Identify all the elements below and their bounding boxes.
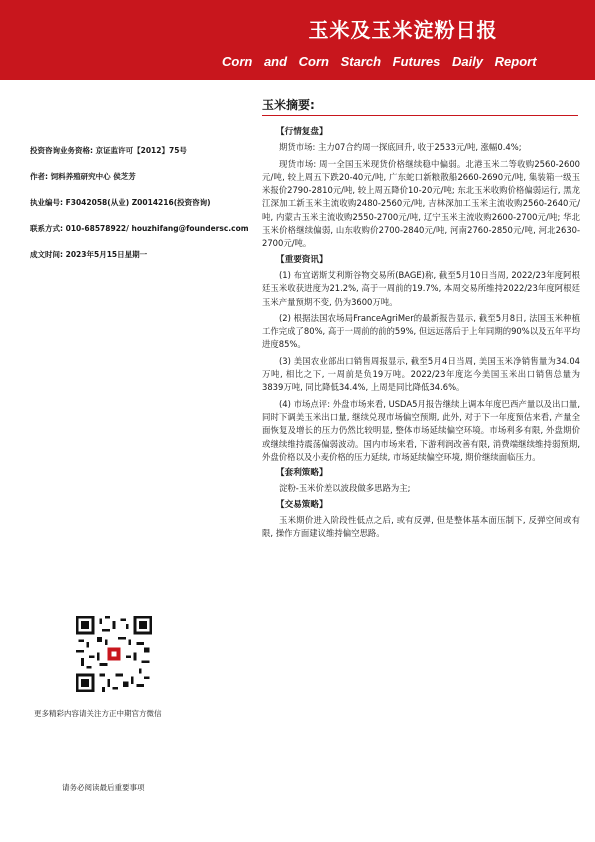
date-line: 成文时间: 2023年5月15日星期一 <box>30 250 148 259</box>
paragraph-news-1: (1) 布宜诺斯艾利斯谷物交易所(BAGE)称, 截至5月10日当周, 2022/23年度阿根廷玉米收获进度为21.2%, 高于一周前的19.7%, 本周交易所维持2022/23年度阿根廷玉米产量预期不变, 仍为3600万吨。 <box>262 269 580 307</box>
section-heading-trading: 【交易策略】 <box>276 499 328 510</box>
report-title: 玉米及玉米淀粉日报 <box>308 18 498 42</box>
paragraph-spot: 现货市场: 周一全国玉米现货价格继续稳中偏弱。北港玉米二等收购2560-2600元/吨, 较上周五下跌20-40元/吨, 广东蛇口新粮散船2660-2690元/吨, 集装箱一级玉米报价2790-2810元/吨, 较上周五降价10-20元/吨; 东北玉米收购价格偏弱运行, 黑龙江深加工新玉米主流收购2480-2560元/吨, 吉林深加工玉米主流收购2560-2640元/吨, 内蒙古玉米主流收购2550-2700元/吨, 辽宁玉米主流收购2600-2700元/吨; 华北玉米价格继续偏弱, 山东收购价2700-2840元/吨, 河南2760-2850元/吨, 河北2630-2700元/吨。 <box>262 158 580 249</box>
summary-divider <box>262 115 578 116</box>
qualification-line: 投资咨询业务资格: 京证监许可【2012】75号 <box>30 146 187 155</box>
disclaimer-note: 请务必阅读最后重要事项 <box>62 783 145 792</box>
paragraph-arbitrage: 淀粉-玉米价差以波段做多思路为主; <box>279 483 411 494</box>
section-heading-arbitrage: 【套利策略】 <box>276 468 328 479</box>
qr-caption: 更多精彩内容请关注方正中期官方微信 <box>34 709 162 718</box>
author-line: 作者: 饲料养殖研究中心 侯芝芳 <box>30 172 136 181</box>
section-heading-market: 【行情复盘】 <box>276 127 328 137</box>
paragraph-futures: 期货市场: 主力07合约周一探底回升, 收于2533元/吨, 涨幅0.4%; <box>279 142 522 153</box>
section-heading-news: 【重要资讯】 <box>276 254 328 265</box>
author-info <box>30 145 250 260</box>
contact-line: 联系方式: 010-68578922/ houzhifang@foundersc.com <box>30 224 249 233</box>
paragraph-news-4: (4) 市场点评: 外盘市场来看, USDA5月报告继续上调本年度巴西产量以及出口量, 同时下调美玉米出口量, 继续兑现市场偏空预期, 此外, 对于下一年度预估来看, 产量全面恢复及增长的压力仍然比较明显, 整体市场延续偏空环境。市场利多有限, 外盘期价或继续维持震荡偏弱波动。国内市场来看, 下游利润改善有限, 消费端继续维持弱预期, 外盘价格以及小麦价格的压力延续, 市场延续偏空环境, 期价继续面临压力。 <box>262 398 580 462</box>
wechat-qr-code <box>76 616 152 692</box>
paragraph-news-3: (3) 美国农业部出口销售周报显示, 截至5月4日当周, 美国玉米净销售量为34.04万吨, 相比之下, 一周前是负19万吨。2022/23年度迄今美国玉米出口销售总量为3839万吨, 同比降低34.4%, 上周是同比降低34.6%。 <box>262 355 580 393</box>
paragraph-news-2: (2) 根据法国农场局FranceAgriMer的最新报告显示, 截至5月8日, 法国玉米种植工作完成了80%, 高于一周前的前的59%, 但远远落后于上年同期的90%以及五年平均进度85%。 <box>262 312 580 350</box>
report-subtitle: Corn and Corn Starch Futures Daily Report <box>222 54 537 69</box>
report-body <box>262 124 580 544</box>
header-banner <box>0 0 595 80</box>
summary-heading: 玉米摘要: <box>262 98 315 112</box>
paragraph-trading: 玉米期价进入阶段性低点之后, 或有反弹, 但是整体基本面压制下, 反弹空间或有限, 操作方面建议维持偏空思路。 <box>262 515 580 539</box>
license-line: 执业编号: F3042058(从业) Z0014216(投资咨询) <box>30 198 211 207</box>
